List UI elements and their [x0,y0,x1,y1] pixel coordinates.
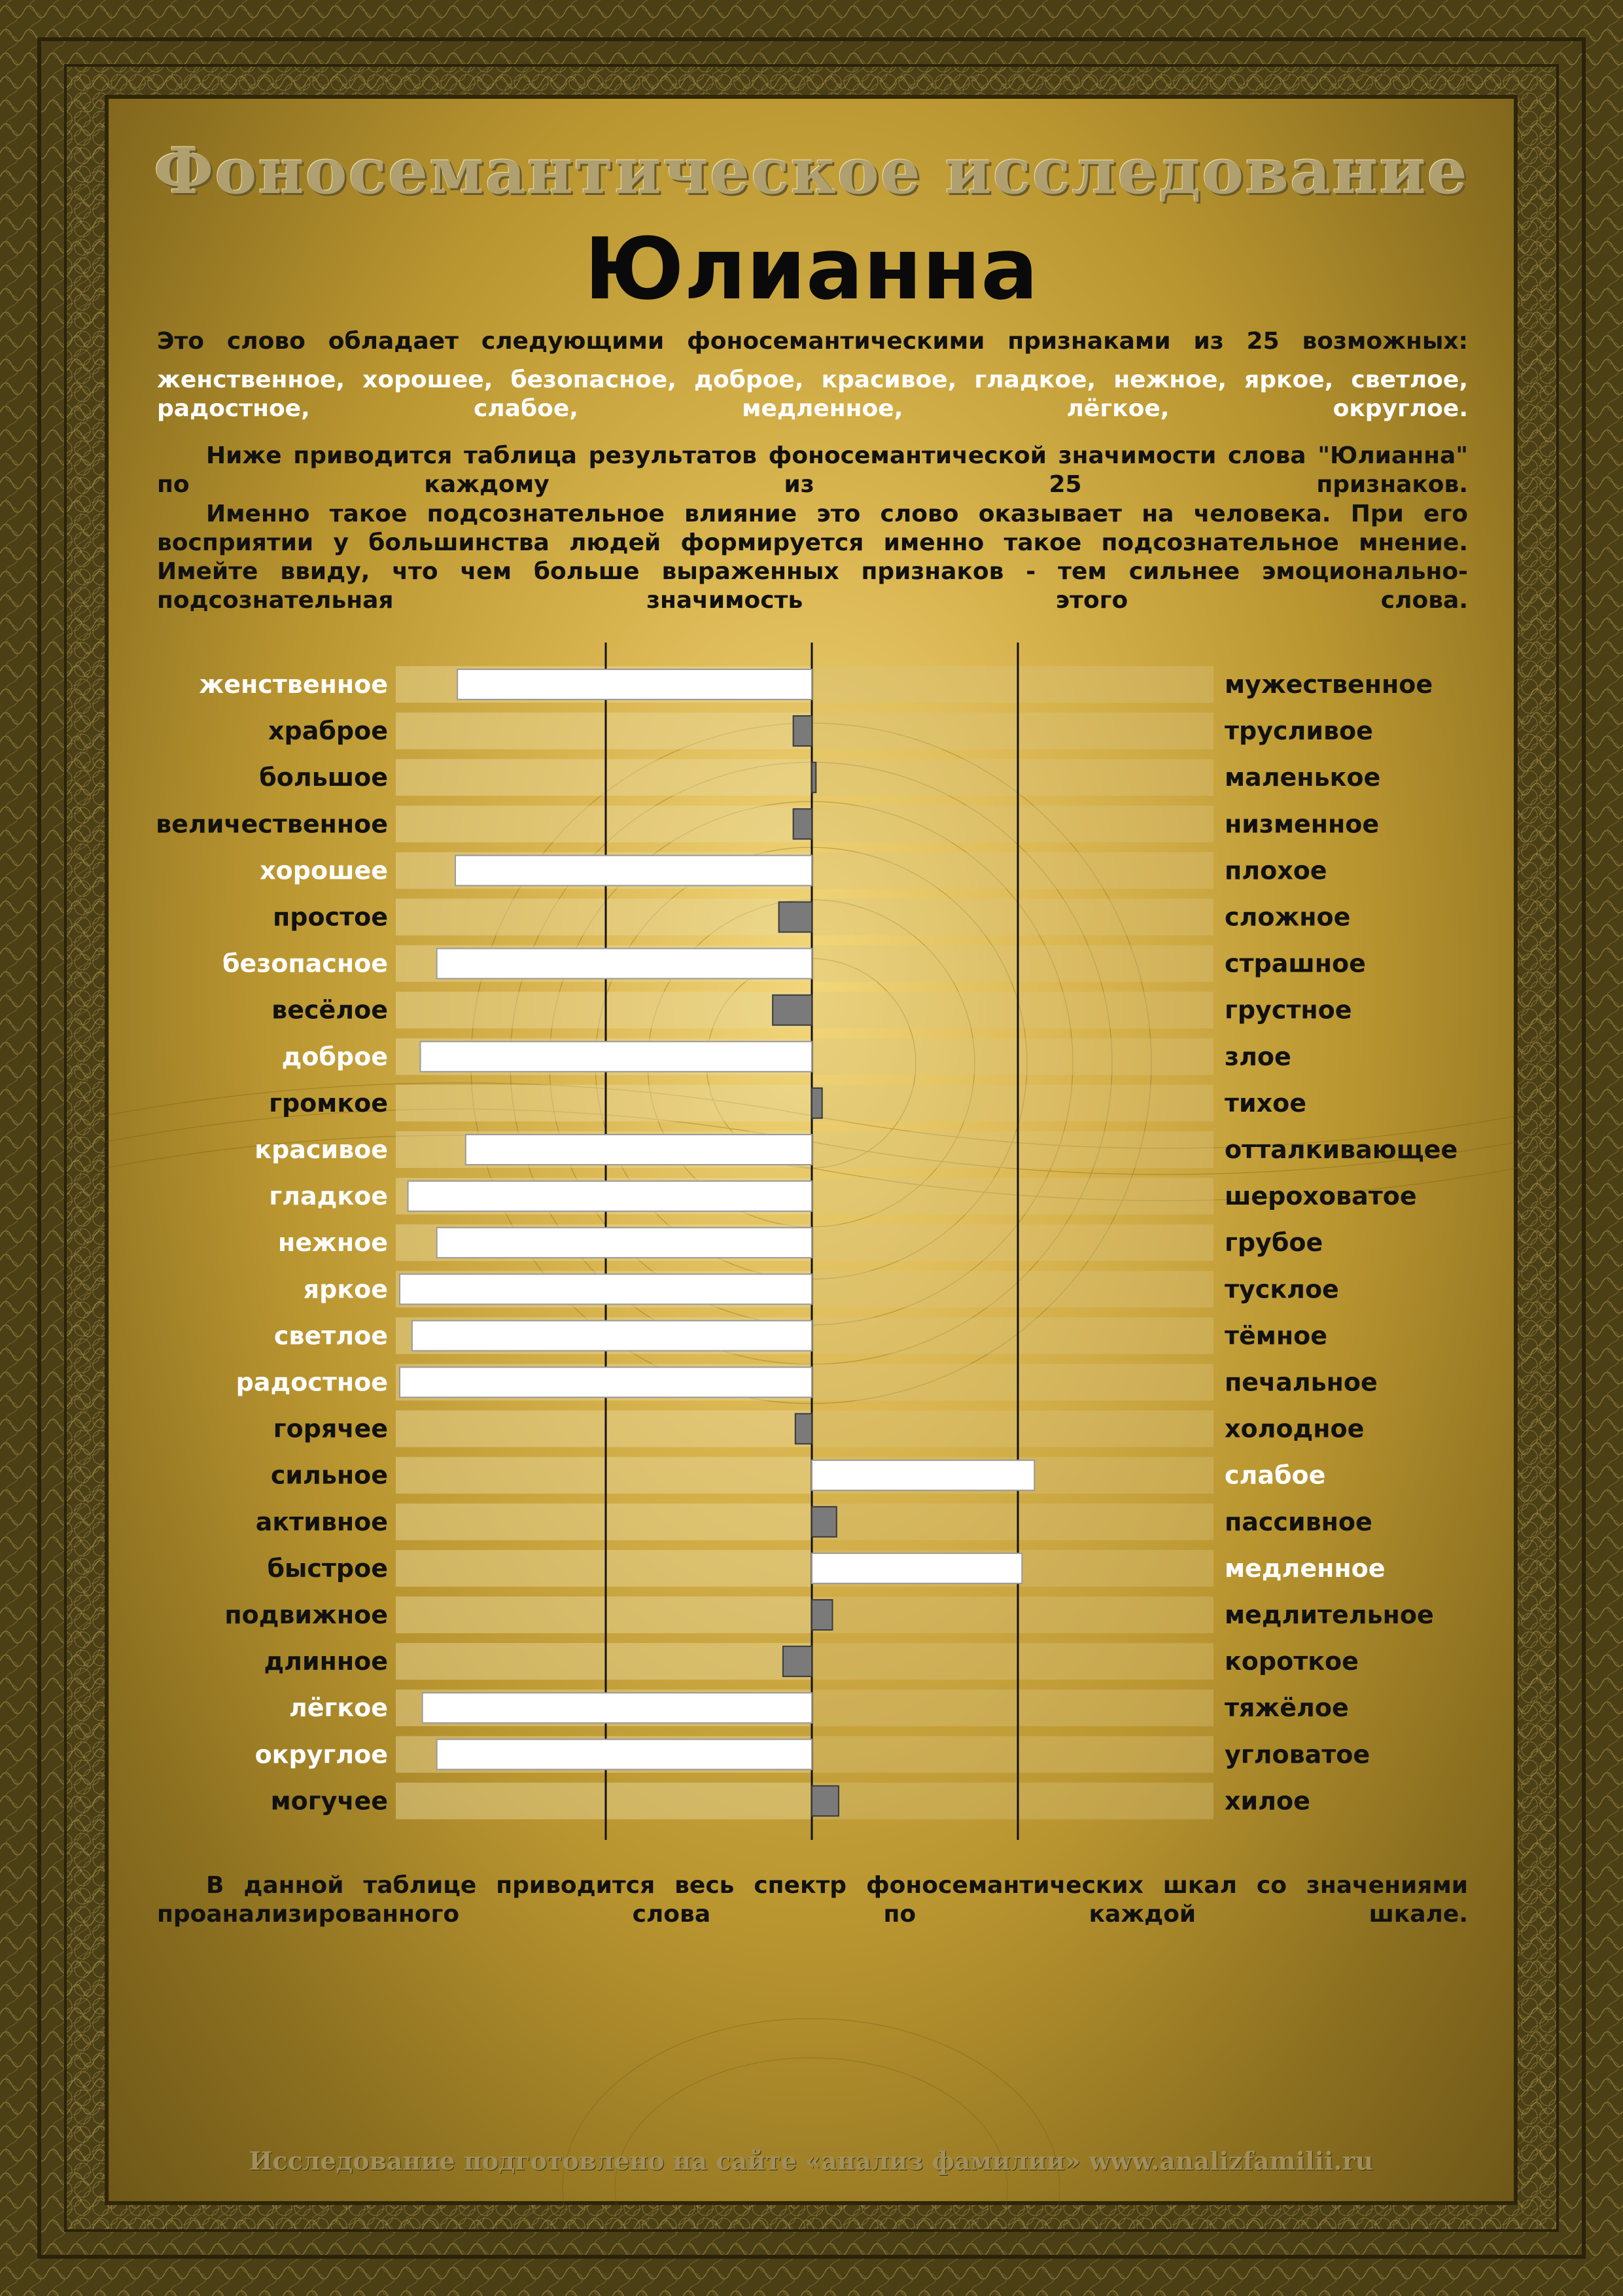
row-band-right [812,805,1213,842]
right-scale-label: мужественное [1225,670,1433,699]
chart-bar [812,1507,837,1537]
right-scale-label: тихое [1225,1088,1307,1118]
row-band-left [396,1504,812,1540]
left-scale-label: быстрое [267,1553,388,1583]
right-scale-label: медлительное [1225,1600,1434,1629]
left-scale-label: женственное [199,670,388,699]
row-band-right [812,1504,1213,1540]
right-scale-label: сложное [1225,902,1351,932]
chart-bar [795,1414,812,1444]
chart-bar [455,855,812,885]
left-scale-label: яркое [303,1275,388,1304]
row-band-right [812,1038,1213,1075]
left-scale-label: красивое [254,1135,388,1164]
row-band-left [396,1457,812,1494]
chart-bar [812,1786,839,1816]
row-band-right [812,899,1213,936]
left-scale-label: храброе [268,716,388,746]
right-scale-label: плохое [1225,856,1327,885]
left-scale-label: длинное [264,1647,388,1676]
left-scale-label: светлое [273,1321,388,1351]
intro-line: Это слово обладает следующими фоносемантическими признаками из 25 возможных: [157,328,1468,355]
row-band-right [812,1224,1213,1261]
left-scale-label: могучее [270,1786,388,1816]
left-scale-label: громкое [269,1088,388,1118]
row-band-right [812,1131,1213,1168]
row-band-right [812,1782,1213,1819]
chart-bar [812,1553,1022,1583]
chart-bar [400,1274,812,1304]
right-scale-label: слабое [1225,1460,1326,1490]
chart-bar [812,1460,1034,1491]
row-band-right [812,1364,1213,1401]
left-scale-label: большое [259,763,388,792]
left-scale-label: гладкое [269,1182,388,1211]
chart-bar [783,1646,812,1676]
right-scale-label: медленное [1225,1553,1386,1583]
page-heading: Фоносемантическое исследование [154,134,1469,208]
footer-credit: Исследование подготовлено на сайте «анализ фамилии» www.analizfamilii.ru [249,2146,1374,2176]
row-band-left [396,1085,812,1122]
right-scale-label: тяжёлое [1225,1693,1349,1723]
row-band-right [812,1317,1213,1354]
row-band-right [812,666,1213,703]
row-band-right [812,945,1213,982]
chart-bar [794,809,812,839]
row-band-right [812,1597,1213,1633]
row-band-right [812,992,1213,1029]
spectrum-description: В данной таблице приводится весь спектр фоносемантических шкал со значениями проанализированного слова по каждой шкале. [157,1872,1468,1928]
row-band-left [396,805,812,842]
influence-description: Именно такое подсознательное влияние это слово оказывает на человека. При его восприятии у большинства людей формируется именно такое подсознательное мнение. Имейте ввиду, что чем больше выраженных признаков - тем сильнее эмоционально-подсознательная значимость этого слова. [157,501,1468,614]
chart-bar [408,1181,812,1211]
left-scale-label: округлое [254,1740,388,1769]
chart-bar [423,1693,812,1723]
row-band-right [812,1643,1213,1680]
right-scale-label: пассивное [1225,1507,1372,1536]
right-scale-label: шероховатое [1225,1182,1417,1211]
left-scale-label: радостное [236,1368,388,1397]
right-scale-label: отталкивающее [1225,1135,1458,1164]
left-scale-label: величественное [156,809,388,839]
left-scale-label: простое [273,902,388,932]
row-band-left [396,1782,812,1819]
right-scale-label: тёмное [1225,1321,1327,1351]
row-band-left [396,1597,812,1633]
row-band-left [396,899,812,936]
row-band-right [812,1178,1213,1214]
chart-bar [437,1227,812,1258]
chart-bar [812,1088,822,1118]
right-scale-label: тусклое [1225,1275,1339,1304]
chart-bar [466,1135,812,1165]
chart-bar [812,1600,833,1630]
chart-bar [412,1320,812,1351]
row-band-right [812,1689,1213,1726]
left-scale-label: сильное [270,1460,388,1490]
right-scale-label: короткое [1225,1647,1359,1676]
right-scale-label: злое [1225,1042,1291,1071]
row-band-right [812,759,1213,796]
left-scale-label: доброе [281,1042,388,1071]
row-band-left [396,759,812,796]
left-scale-label: хорошее [260,856,388,885]
analyzed-name: Юлианна [584,219,1038,319]
row-band-right [812,713,1213,749]
chart-bar [421,1042,812,1072]
left-scale-label: лёгкое [288,1693,388,1723]
chart-bar [457,669,812,699]
right-scale-label: хилое [1225,1786,1310,1816]
traits-list: женственное, хорошее, безопасное, доброе, красивое, гладкое, нежное, яркое, светлое, радостное, слабое, медленное, лёгкое, округлое. [157,366,1468,422]
chart-bar [812,762,816,792]
row-band-left [396,1643,812,1680]
left-scale-label: подвижное [224,1600,388,1629]
right-scale-label: низменное [1225,809,1380,839]
left-scale-label: безопасное [222,949,388,978]
row-band-left [396,992,812,1029]
right-scale-label: угловатое [1225,1740,1370,1769]
right-scale-label: трусливое [1225,716,1373,746]
row-band-left [396,1550,812,1587]
right-scale-label: грубое [1225,1228,1323,1258]
row-band-left [396,713,812,749]
right-scale-label: холодное [1225,1414,1365,1443]
row-band-right [812,1085,1213,1122]
right-scale-label: грустное [1225,995,1352,1025]
row-band-right [812,1271,1213,1307]
row-band-right [812,1736,1213,1773]
chart-bar [437,1739,812,1769]
left-scale-label: горячее [273,1414,388,1443]
row-band-right [812,1411,1213,1447]
row-band-left [396,1411,812,1447]
chart-bar [794,716,812,746]
left-scale-label: нежное [278,1228,388,1258]
chart-bar [779,902,812,932]
table-description: Ниже приводится таблица результатов фоносемантической значимости слова "Юлианна" по каждому из 25 признаков. [157,442,1468,498]
right-scale-label: маленькое [1225,763,1381,792]
right-scale-label: страшное [1225,949,1366,978]
right-scale-label: печальное [1225,1368,1378,1397]
left-scale-label: активное [255,1507,388,1536]
row-band-right [812,852,1213,889]
chart-bar [773,995,812,1025]
left-scale-label: весёлое [271,995,388,1025]
chart-bar [400,1368,812,1398]
chart-bar [437,949,812,979]
